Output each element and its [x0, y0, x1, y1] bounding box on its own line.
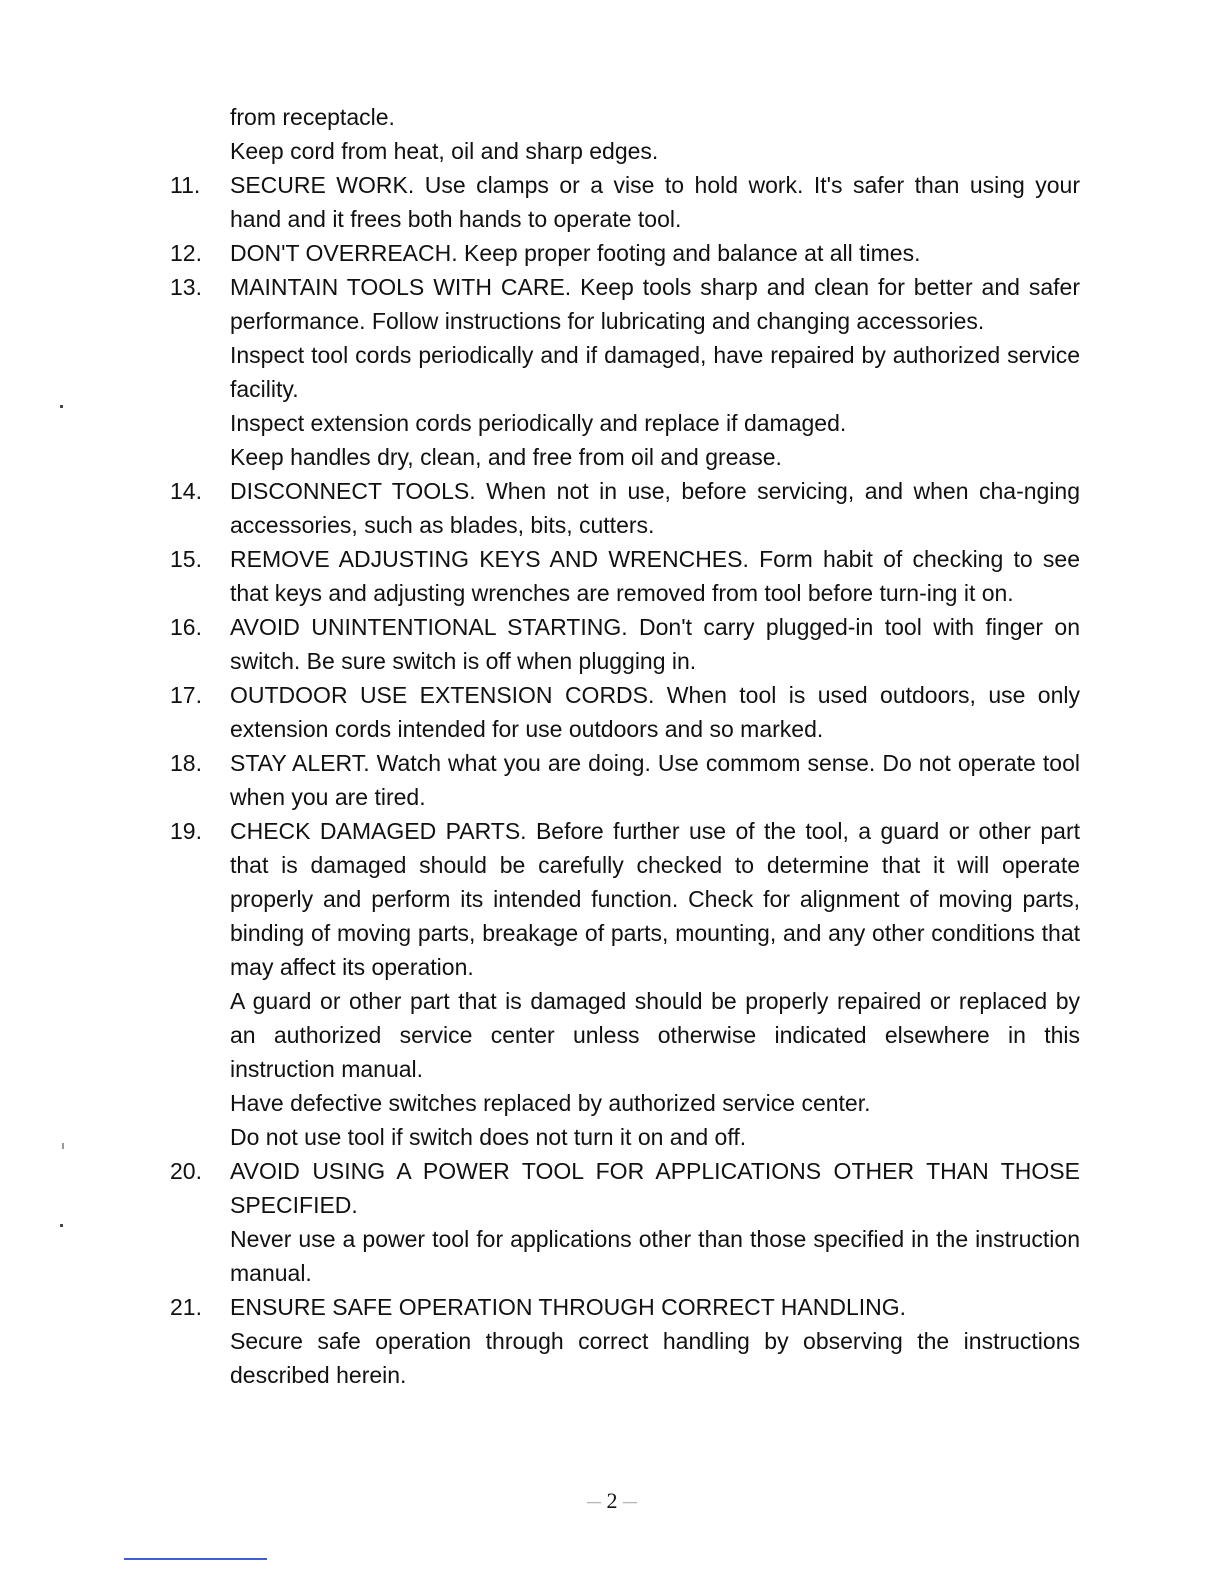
list-item-19 [170, 814, 1080, 1154]
bottom-rule [124, 1558, 267, 1560]
list-item-20 [170, 1154, 1080, 1290]
item-number: 15. [170, 546, 202, 572]
item-paragraph: AVOID USING A POWER TOOL FOR APPLICATIONS OTHER THAN THOSE SPECIFIED. [230, 1158, 1080, 1218]
body-text [170, 100, 1080, 1392]
item-number: 14. [170, 478, 202, 504]
item-paragraph: ENSURE SAFE OPERATION THROUGH CORRECT HANDLING. [230, 1294, 907, 1320]
list-item-12 [170, 236, 1080, 270]
item-paragraph: DISCONNECT TOOLS. When not in use, before servicing, and when cha-nging accessories, such as blades, bits, cutters. [230, 478, 1080, 538]
item-number: 16. [170, 614, 202, 640]
item-paragraph: Inspect extension cords periodically and replace if damaged. [230, 410, 847, 436]
item-paragraph: A guard or other part that is damaged should be properly repaired or replaced by an authorized service center unless otherwise indicated elsewhere in this instruction manual. [230, 988, 1080, 1082]
item-number: 17. [170, 682, 202, 708]
item-paragraph: Have defective switches replaced by authorized service center. [230, 1090, 871, 1116]
item-number: 18. [170, 750, 202, 776]
page-footer [0, 1488, 1224, 1514]
list-item-21 [170, 1290, 1080, 1392]
list-item-14 [170, 474, 1080, 542]
item-paragraph: AVOID UNINTENTIONAL STARTING. Don't carry plugged-in tool with finger on switch. Be sure switch is off when plugging in. [230, 614, 1080, 674]
item-paragraph: STAY ALERT. Watch what you are doing. Use commom sense. Do not operate tool when you are tired. [230, 750, 1080, 810]
list-item-15 [170, 542, 1080, 610]
intro-line: from receptacle. [230, 104, 395, 130]
footer-dash-right: — [623, 1494, 637, 1510]
item-number: 13. [170, 274, 202, 300]
item-paragraph: SECURE WORK. Use clamps or a vise to hold work. It's safer than using your hand and it frees both hands to operate tool. [230, 172, 1080, 232]
item-paragraph: Do not use tool if switch does not turn it on and off. [230, 1124, 747, 1150]
list-item-18 [170, 746, 1080, 814]
item-number: 11. [170, 172, 201, 198]
item-paragraph: CHECK DAMAGED PARTS. Before further use of the tool, a guard or other part that is damaged should be carefully checked to determine that it will operate properly and perform its intended function. Check for alignment of moving parts, binding of moving parts, breakage of parts, mounting, and any other conditions that may affect its operation. [230, 818, 1080, 980]
item-number: 21. [170, 1294, 202, 1320]
item-number: 19. [170, 818, 202, 844]
item-paragraph: Never use a power tool for applications other than those specified in the instruction manual. [230, 1226, 1080, 1286]
scan-speck [60, 405, 63, 408]
scan-speck [62, 1143, 64, 1149]
item-paragraph: MAINTAIN TOOLS WITH CARE. Keep tools sharp and clean for better and safer performance. Follow instructions for lubricating and changing accessories. [230, 274, 1080, 334]
intro-line: Keep cord from heat, oil and sharp edges. [230, 138, 659, 164]
scan-speck [60, 1224, 63, 1227]
item-paragraph: Inspect tool cords periodically and if damaged, have repaired by authorized service facility. [230, 342, 1080, 402]
item-paragraph: DON'T OVERREACH. Keep proper footing and balance at all times. [230, 240, 921, 266]
list-item-16 [170, 610, 1080, 678]
item-paragraph: OUTDOOR USE EXTENSION CORDS. When tool is used outdoors, use only extension cords intended for use outdoors and so marked. [230, 682, 1080, 742]
item-paragraph: REMOVE ADJUSTING KEYS AND WRENCHES. Form habit of checking to see that keys and adjusting wrenches are removed from tool before turn-ing it on. [230, 546, 1080, 606]
page-number: 2 [606, 1488, 618, 1513]
list-item-17 [170, 678, 1080, 746]
footer-dash-left: — [587, 1494, 601, 1510]
list-item-11 [170, 168, 1080, 236]
item-paragraph: Keep handles dry, clean, and free from oil and grease. [230, 444, 782, 470]
list-item-13 [170, 270, 1080, 474]
item-number: 12. [170, 240, 202, 266]
item-paragraph: Secure safe operation through correct handling by observing the instructions described herein. [230, 1328, 1080, 1388]
item-number: 20. [170, 1158, 202, 1184]
